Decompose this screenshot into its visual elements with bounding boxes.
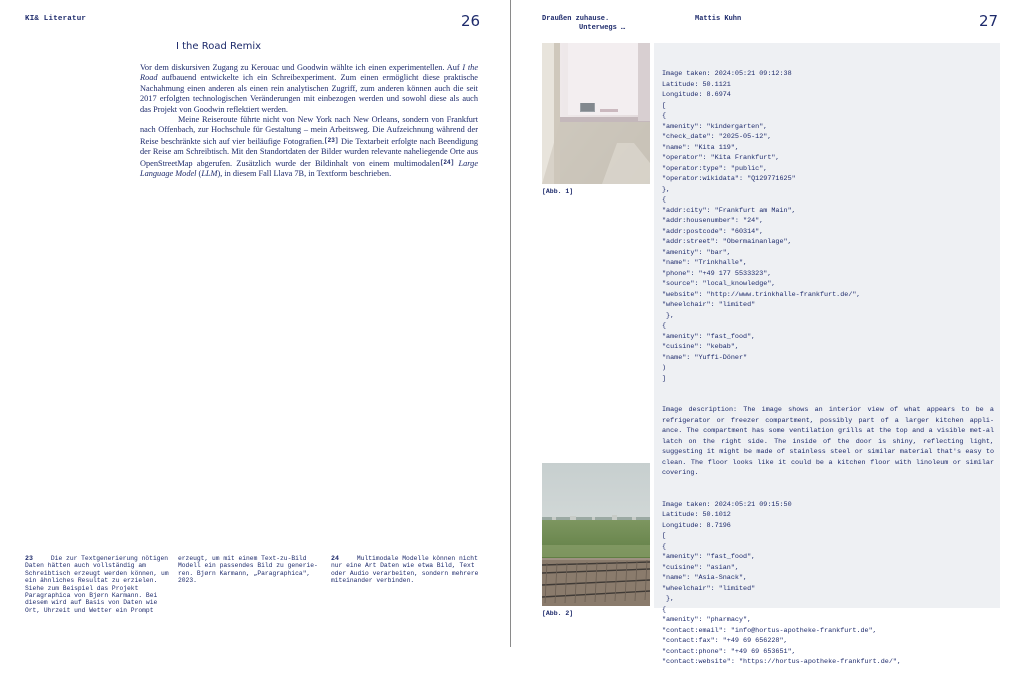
metadata-line: "amenity": "kindergarten",	[662, 122, 768, 131]
metadata-line: "cuisine": "kebab",	[662, 343, 739, 351]
metadata-line: "website": "http://www.trinkhalle-frankfurt.de/",	[662, 290, 861, 299]
metadata-line: "wheelchair": "limited"	[662, 584, 756, 593]
metadata-line: {	[662, 322, 667, 330]
footnote-24-number: 24	[331, 555, 339, 562]
metadata-line: "amenity": "bar",	[662, 248, 731, 257]
text-run: I the Road	[140, 63, 478, 83]
footnote-24	[331, 555, 486, 585]
metadata-line: Image taken: 2024:05:21 09:12:38	[662, 70, 792, 78]
metadata-line: },	[662, 595, 675, 603]
text-run: Meine Reiseroute führte nicht von New York nach New Orleans, sondern von Frankfurt nach Offenbach, zur Hochschule für Gestaltung – mein Arbeitsweg. Die Aufzeichnung während der Reise beschränkte sich auf vier beiläufige Fotografien.	[140, 115, 478, 146]
fridge-interior-image	[542, 43, 650, 184]
metadata-line: "addr:city": "Frankfurt am Main",	[662, 206, 796, 215]
metadata-line: "contact:website": "https://hortus-apotheke-frankfurt.de/",	[662, 658, 901, 666]
metadata-line: "name": "Trinkhalle",	[662, 259, 748, 267]
metadata-line: "contact:email": "info@hortus-apotheke-frankfurt.de",	[662, 626, 877, 635]
metadata-line: "operator:type": "public",	[662, 164, 768, 173]
running-head-book-title	[542, 15, 625, 32]
metadata-line: {	[662, 605, 667, 614]
metadata-line: },	[662, 311, 675, 320]
footnote-reference: [24]	[439, 158, 455, 166]
chapter-title: I the Road Remix	[176, 41, 262, 52]
metadata-line: )	[662, 364, 667, 372]
left-page	[0, 0, 510, 647]
metadata-lines	[662, 48, 994, 689]
metadata-line: "amenity": "fast_food",	[662, 332, 756, 341]
figure-1-photo	[542, 43, 650, 184]
metadata-line: "name": "Kita 119",	[662, 143, 739, 152]
metadata-line: "name": "Yuffi-Döner"	[662, 353, 748, 362]
footnote-23-continued: erzeugt, um mit einem Text-zu-Bild Modell ein passendes Bild zu generie-ren. Bjørn Karmann, „Paragraphica", 2023.	[178, 555, 318, 585]
figure-2-photo	[542, 463, 650, 606]
running-head-book-line-2: Unterwegs …	[579, 23, 626, 32]
metadata-line: {	[662, 542, 667, 551]
text-run: Vor dem diskursiven Zugang zu Kerouac und Goodwin wählte ich einen experimentellen. Auf	[140, 63, 463, 72]
figure-1-caption: [Abb. 1]	[542, 188, 574, 195]
metadata-line: "addr:street": "Obermainanlage",	[662, 238, 792, 246]
metadata-line: "name": "Asia-Snack",	[662, 574, 748, 582]
metadata-line: Image taken: 2024:05:21 09:15:50	[662, 500, 792, 509]
metadata-line: "addr:postcode": "60314",	[662, 227, 764, 236]
metadata-lines-image-2	[662, 500, 994, 668]
metadata-line: Latitude: 50.1121	[662, 80, 731, 89]
text-run: Large Language Model	[140, 158, 479, 179]
metadata-line: [	[662, 532, 667, 540]
metadata-line: {	[662, 196, 667, 204]
railway-landscape-image	[542, 463, 650, 606]
text-run: (	[196, 169, 202, 179]
footnote-23-number: 23	[25, 555, 33, 562]
body-paragraph-1	[140, 63, 478, 115]
body-text	[140, 63, 478, 179]
footnote-reference: [23]	[324, 136, 339, 144]
text-run: ), in diesem Fall Llava 7B, in Textform beschrieben.	[217, 169, 392, 179]
figure-2-caption: [Abb. 2]	[542, 610, 574, 617]
metadata-line: "contact:phone": "+49 69 653651",	[662, 647, 796, 656]
footnote-23	[25, 555, 170, 614]
text-run: aufbauend entwickelte ich ein Schreibexperiment. Zum einen ermöglicht diese praktische Nachahmung einen anderen als einen rein analytischen Zugriff, zum anderen können auch die seit 2017 erfolgten technologischen Veränderungen mit einbezogen werden und sowohl diese als auch das Projekt von Goodwin reflektiert werden.	[140, 73, 478, 114]
metadata-line: "amenity": "pharmacy",	[662, 616, 752, 624]
footnote-23-text: Die zur Textgenerierung nötigen Daten hätten auch vollständig am Schreibtisch erzeugt werden können, um ein ähnliches Resultat zu erzielen. Siehe zum Beispiel das Projekt Paragraphica von Bjørn Karmann. Bei diesem wird auf Basis von Daten wie Ort, Uhrzeit und Wetter ein Prompt	[25, 555, 169, 614]
metadata-line: "amenity": "fast_food",	[662, 553, 756, 561]
metadata-line: "cuisine": "asian",	[662, 563, 739, 572]
running-head-left: KI& Literatur	[25, 15, 87, 23]
running-head-author: Mattis Kuhn	[695, 15, 742, 23]
metadata-line: [	[662, 101, 667, 110]
metadata-line: Longitude: 8.6974	[662, 91, 731, 99]
page-number-left: 26	[461, 12, 481, 30]
metadata-line: "addr:housenumber": "24",	[662, 217, 764, 225]
text-run: Die Textarbeit erfolgte nach Beendigung der Reise am Schreibtisch. Mit den Standortdaten der Bilder wurden relevante naheliegende Orte aus OpenStreetMap abgerufen. Zusätzlich wurde der Bildinhalt von einem multimodalen	[140, 136, 478, 168]
metadata-line: "check_date": "2025-05-12",	[662, 133, 772, 141]
metadata-line: {	[662, 112, 667, 120]
running-head-book-line-1: Draußen zuhause.	[542, 15, 610, 23]
body-paragraph-2	[140, 115, 478, 179]
image-description: Image description: The image shows an interior view of what appears to be a refrigerator or freezer compartment, possibly part of a larger kitchen appli-ance. The compartment has some ventilation grills at the top and a visible met-al latch on the right side. The inside of the door is shiny, reflecting light, suggesting it might be made of stainless steel or similar material that's easy to clean. The floor looks like it could be a kitchen floor with linoleum or similar covering.	[662, 406, 994, 477]
metadata-block	[654, 43, 1000, 666]
metadata-line: "operator:wikidata": "Q129771625"	[662, 175, 796, 183]
page-number-right: 27	[979, 12, 999, 30]
metadata-line: },	[662, 185, 671, 194]
metadata-line: Longitude: 8.7196	[662, 521, 731, 530]
metadata-line: "operator": "Kita Frankfurt",	[662, 154, 780, 162]
metadata-line: ]	[662, 374, 667, 383]
right-page	[511, 0, 1020, 666]
metadata-line: "phone": "+49 177 5533323",	[662, 269, 772, 278]
metadata-line: "wheelchair": "limited"	[662, 301, 756, 309]
metadata-lines-image-1	[662, 69, 994, 384]
text-run: LLM	[201, 169, 218, 179]
metadata-line: Latitude: 50.1012	[662, 511, 731, 519]
metadata-line: "contact:fax": "+49 69 656228",	[662, 637, 788, 645]
footnote-24-text: Multimodale Modelle können nicht nur eine Art Daten wie etwa Bild, Text oder Audio verarbeiten, sondern mehrere miteinander verbinden.	[331, 555, 479, 585]
metadata-line: "source": "local_knowledge",	[662, 280, 776, 288]
